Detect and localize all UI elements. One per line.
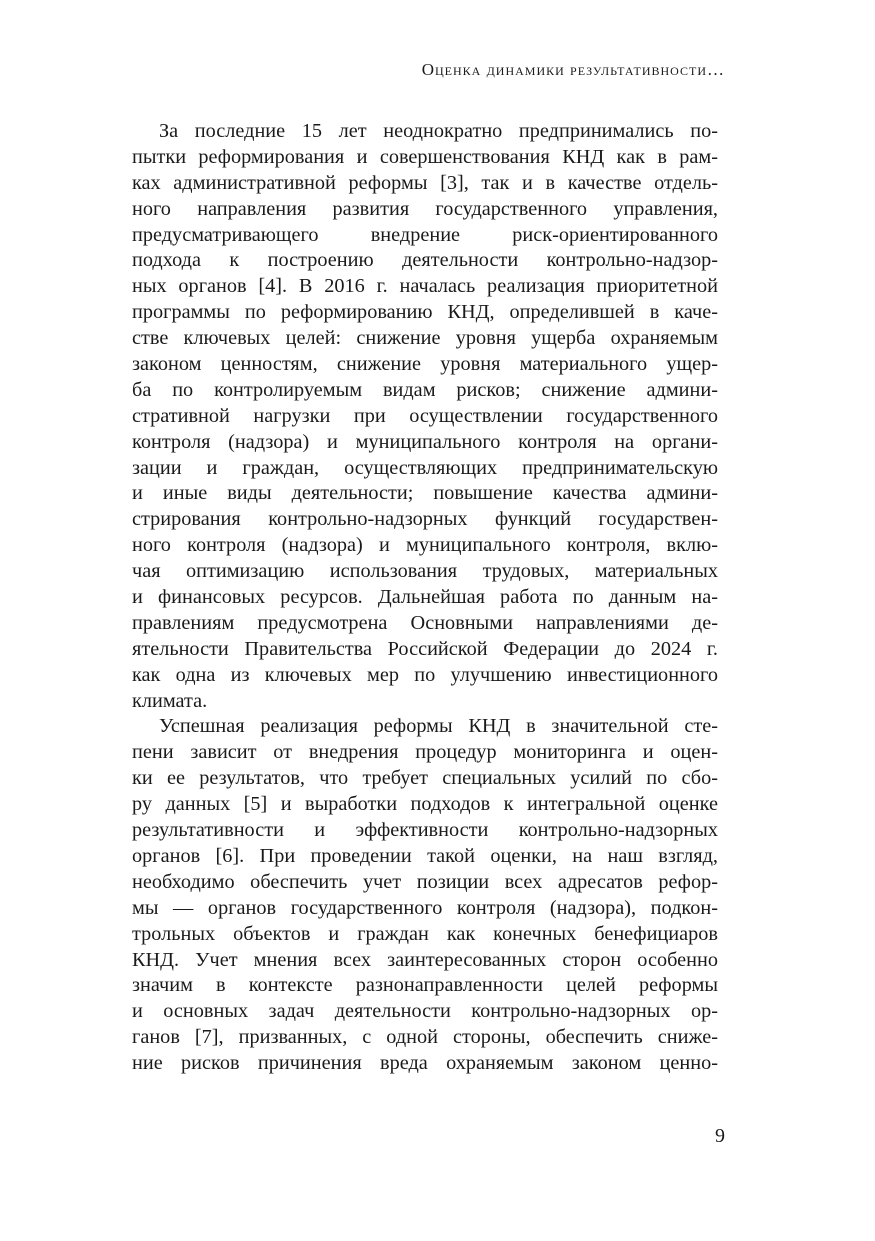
text-line: пытки реформирования и совершенствования КНД как в рам- [132, 145, 718, 168]
text-line: подхода к построению деятельности контрольно-надзор- [132, 249, 718, 272]
text-line: ру данных [5] и выработки подходов к интегральной оценке [132, 793, 718, 816]
text-line: правлениям предусмотрена Основными направлениями де- [132, 611, 718, 634]
text-line: ганов [7], призванных, с одной стороны, обеспечить сниже- [132, 1026, 718, 1049]
text-line: ятельности Правительства Российской Федерации до 2024 г. [132, 637, 718, 660]
text-line: предусматривающего внедрение риск-ориентированного [132, 223, 718, 246]
text-line: необходимо обеспечить учет позиции всех адресатов рефор- [132, 870, 718, 893]
text-line: стративной нагрузки при осуществлении государственного [132, 404, 718, 427]
text-line: ного направления развития государственного управления, [132, 197, 718, 220]
text-line: ных органов [4]. В 2016 г. началась реализация приоритетной [132, 275, 718, 298]
text-line: ба по контролируемым видам рисков; снижение админи- [132, 378, 718, 401]
text-line: стве ключевых целей: снижение уровня ущерба охраняемым [132, 327, 718, 350]
text-line: зации и граждан, осуществляющих предпринимательскую [132, 456, 718, 479]
text-line: органов [6]. При проведении такой оценки, на наш взгляд, [132, 844, 718, 867]
text-line: программы по реформированию КНД, определившей в каче- [132, 301, 718, 324]
text-line: и основных задач деятельности контрольно-надзорных ор- [132, 1000, 718, 1023]
text-line: За последние 15 лет неоднократно предпринимались по- [159, 120, 718, 142]
text-line: трольных объектов и граждан как конечных бенефициаров [132, 922, 718, 945]
text-line: климата. [132, 689, 208, 712]
text-line: значим в контексте разнонаправленности целей реформы [132, 974, 718, 997]
text-line: ках административной реформы [3], так и в качестве отдель- [132, 171, 718, 194]
text-line: ние рисков причинения вреда охраняемым законом ценно- [132, 1052, 718, 1075]
text-line: законом ценностям, снижение уровня материального ущер- [132, 353, 718, 376]
text-line: Успешная реализация реформы КНД в значительной сте- [159, 715, 718, 738]
page-number: 9 [715, 1125, 725, 1147]
text-line: КНД. Учет мнения всех заинтересованных сторон особенно [132, 948, 718, 971]
text-line: контроля (надзора) и муниципального контроля на органи- [132, 430, 718, 453]
text-line: стрирования контрольно-надзорных функций государствен- [132, 508, 718, 531]
text-line: мы — органов государственного контроля (надзора), подкон- [132, 896, 718, 919]
text-line: результативности и эффективности контрольно-надзорных [132, 819, 718, 842]
text-line: ки ее результатов, что требует специальных усилий по сбо- [132, 767, 718, 790]
text-line: и финансовых ресурсов. Дальнейшая работа по данным на- [132, 586, 718, 609]
text-line: пени зависит от внедрения процедур мониторинга и оцен- [132, 741, 718, 764]
running-head: Оценка динамики результативности… [421, 60, 725, 79]
body-text [132, 119, 718, 1077]
text-line: как одна из ключевых мер по улучшению инвестиционного [132, 663, 718, 686]
text-line: и иные виды деятельности; повышение качества админи- [132, 482, 718, 505]
text-line: чая оптимизацию использования трудовых, материальных [132, 560, 718, 583]
text-line: ного контроля (надзора) и муниципального контроля, вклю- [132, 534, 718, 557]
